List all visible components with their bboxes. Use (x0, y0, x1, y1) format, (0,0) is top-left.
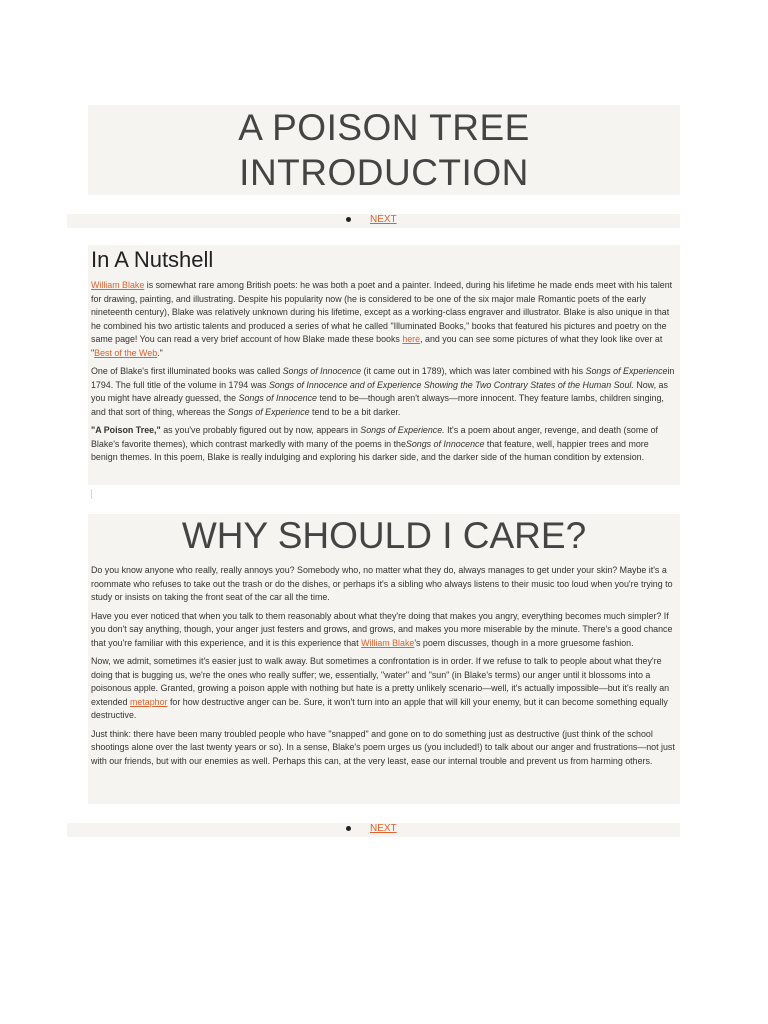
page-title (88, 105, 680, 195)
why-care-body (91, 564, 675, 773)
why-care-section (88, 514, 680, 804)
william-blake-link-2[interactable]: William Blake (361, 637, 415, 648)
book-title: Songs of Innocence (405, 438, 485, 449)
poem-title: "A Poison Tree," (91, 425, 161, 435)
book-title: Songs of Innocence and of Experience Showing the Two Contrary States of the Human Soul. (268, 379, 634, 390)
next-link-bottom[interactable]: NEXT (370, 823, 397, 834)
bullet-icon (346, 826, 351, 831)
why-care-paragraph-3 (91, 655, 675, 723)
why-care-paragraph-4: Just think: there have been many troubled people who have "snapped" and gone on to do something just as destructive (just think of the school shootings alone over the last twenty years or so). In a sense, Blake's poem urges us (you included!) to talk about our anger and frustrations—not just with our friends, but with our enemies as well. Perhaps this can, at the very least, ease our internal trouble and prevent us from harming others. (91, 728, 675, 766)
nutshell-body (91, 279, 675, 470)
text-run: in 1794. The full title of the volume in 1794 was (91, 366, 675, 390)
text-run: Have you ever noticed that when you talk to them reasonably about what they're doing that makes you angry, everything becomes much simpler? If you don't say anything, though, your anger just festers and grows, and grows, and makes you more miserable by the minute. There's a good chance that you're familiar with this experience, and it is this experience that (91, 610, 673, 648)
text-run: that feature, well, happier trees and more benign themes. In this poem, Blake is really indulging and exploring his darker side, and the darker side of the human condition by extension. (91, 438, 649, 462)
nutshell-heading: In A Nutshell (91, 247, 214, 272)
text-run: Now, as you might have already guessed, the (91, 379, 668, 403)
nutshell-paragraph-3 (91, 424, 675, 465)
text-run: for how destructive anger can be. Sure, it won't turn into an apple that will kill your enemy, but it can become something equally destructive. (91, 696, 668, 720)
nav-bar-top (67, 214, 680, 228)
text-run: ." (157, 347, 163, 358)
why-care-heading: WHY SHOULD I CARE? (181, 515, 587, 556)
nav-bar-bottom (67, 823, 680, 837)
nutshell-paragraph-1 (91, 279, 675, 360)
book-title: Songs of Experience. (360, 425, 445, 435)
page-title-line-1: A POISON TREE (238, 107, 530, 148)
text-run: tend to be a bit darker. (309, 406, 401, 417)
nutshell-paragraph-2 (91, 365, 675, 419)
text-run: 's poem discusses, though in a more gruesome fashion. (414, 637, 634, 648)
text-run: is somewhat rare among British poets: he was both a poet and a painter. Indeed, during his lifetime he made ends meet with his talent for drawing, painting, and illustrating. Despite his popularity now (he is considered to be one of the six major male Romantic poets of the early nineteenth century), Blake was relatively unknown during his lifetime, except as a working-class engraver and illustrator. Blake is also unique in that he combined his two artistic talents and produced a series of what he called "Illuminated Books," books that featured his pictures and poetry on the same page! You can read a very brief account of how Blake made these books (91, 280, 673, 344)
text-run: as you've probably figured out by now, appears in (160, 425, 361, 435)
why-care-paragraph-2 (91, 610, 675, 651)
text-run: Now, we admit, sometimes it's easier just to walk away. But sometimes a confrontation is in order. If we refuse to talk to people about what they're doing that is bugging us, we're the ones who really suffer; we, essentially, "water" and "sun" (in Blake's terms) our anger until it blossoms into a poisonous apple. Granted, growing a poison apple with nothing but hate is a pretty unlikely scenario—well, it's actually impossible—but it's really an extended (91, 656, 670, 707)
nutshell-section (88, 245, 680, 485)
text-run: It's a poem about anger, revenge, and death (some of Blake's favorite themes), which contrast markedly with many of the poems in the (91, 425, 659, 449)
text-run: tend to be—though aren't always—more innocent. They feature lambs, children singing, and that sort of thing, whereas the (91, 393, 664, 417)
text-run: (it came out in 1789), which was later combined with his (361, 366, 586, 376)
william-blake-link[interactable]: William Blake (91, 280, 145, 290)
text-run: One of Blake's first illuminated books was called (91, 366, 283, 376)
divider-mark (91, 489, 92, 499)
book-title: Songs of Innocence (282, 366, 362, 376)
here-link[interactable]: here (402, 334, 421, 344)
text-run: , and you can see some pictures of what they look like over at " (91, 334, 663, 358)
best-of-the-web-link[interactable]: Best of the Web (94, 347, 158, 358)
book-title: Songs of Innocence (238, 393, 317, 403)
bullet-icon (346, 217, 351, 222)
why-care-paragraph-1: Do you know anyone who really, really annoys you? Somebody who, no matter what they do, always manages to get under your skin? Maybe it's a roommate who refuses to take out the trash or do the dishes, or perhaps it's a sibling who always listens to their music too loud when you're trying to study or insists on taking the front seat of the car all the time. (91, 565, 673, 602)
page-title-line-2: INTRODUCTION (239, 152, 529, 193)
next-link-top[interactable]: NEXT (370, 214, 397, 225)
book-title: Songs of Experience (585, 366, 668, 376)
metaphor-link[interactable]: metaphor (129, 696, 168, 707)
book-title: Songs of Experience (227, 406, 310, 417)
